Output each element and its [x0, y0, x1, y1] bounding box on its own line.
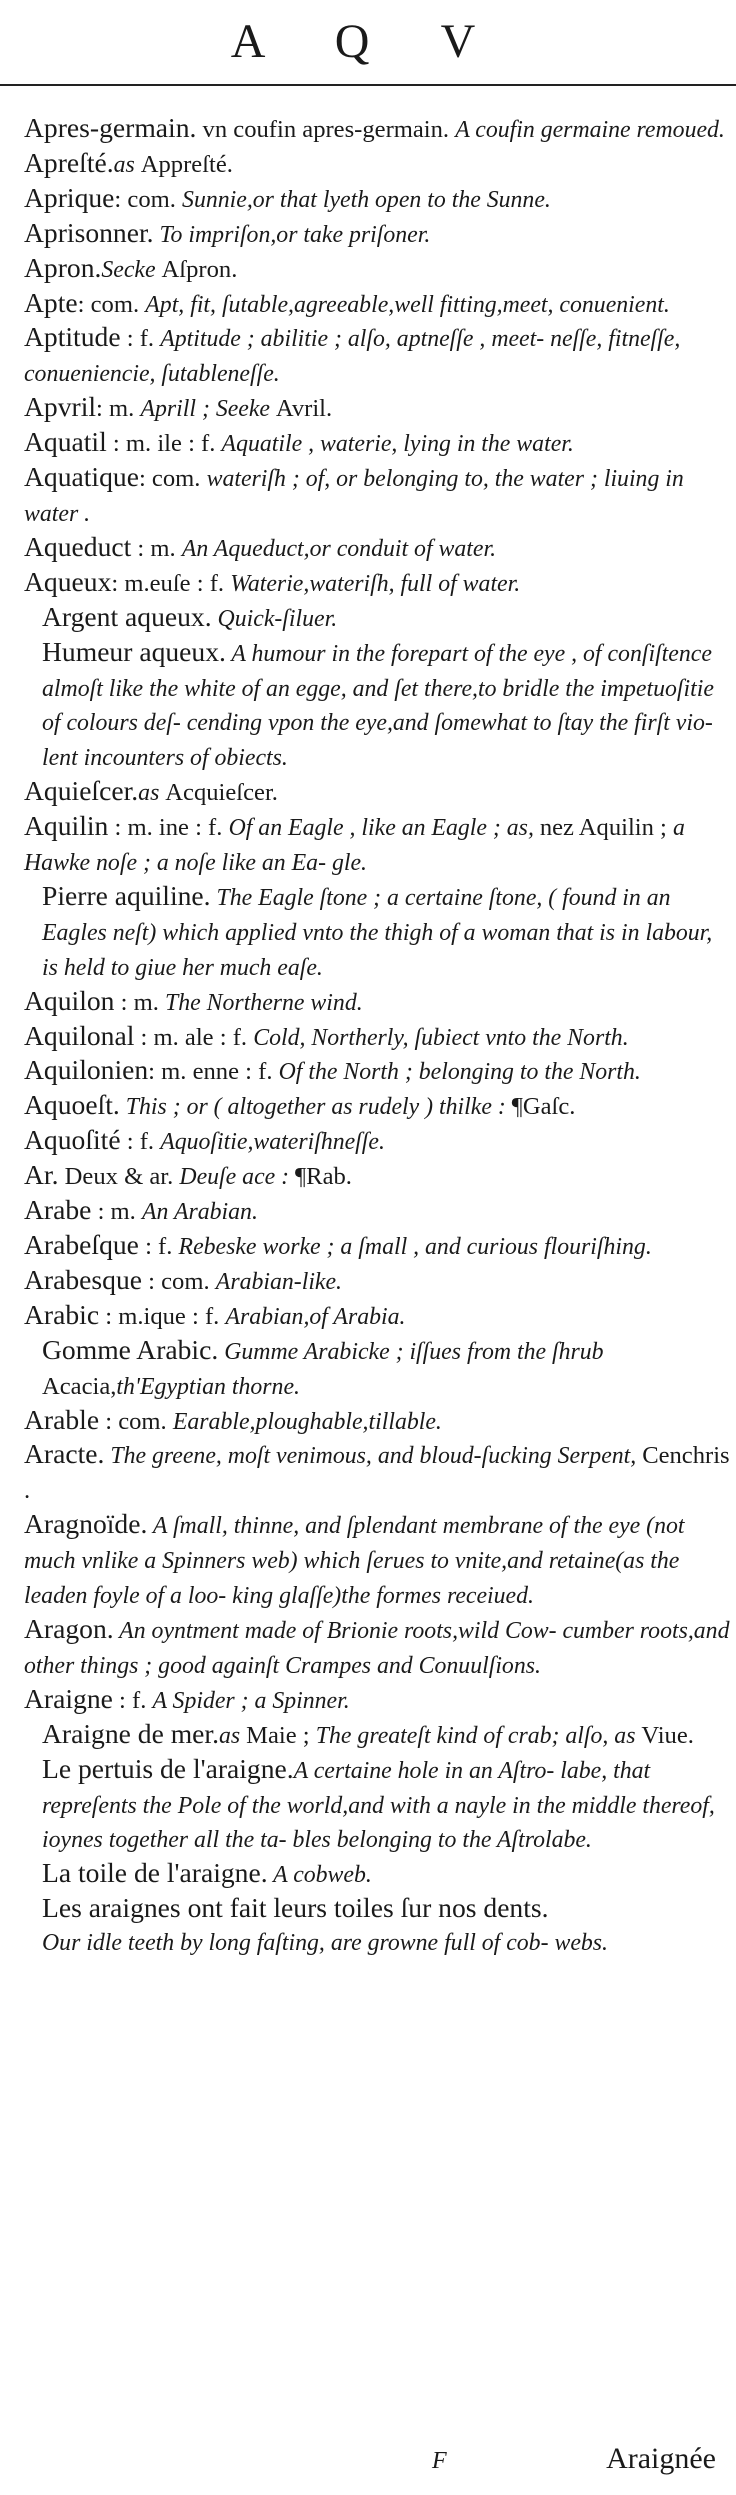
- definition-text: wateriſh ; of, or belonging to, the water ; liuing in water .: [24, 466, 684, 527]
- dictionary-entry: [24, 426, 730, 461]
- dictionary-entry: [24, 182, 730, 217]
- definition-text: A humour in the forepart of the eye , of conſiſtence almoſt like the white of an egge, and ſet there,to bridle the impetuoſitie of colours deſ- cending vpon the eye,and ſomewhat to ſtay the firſt vio- lent incounters of obiects.: [42, 640, 714, 772]
- definition-text: Apt, fit, ſutable,agreeable,well fitting,meet, conuenient.: [145, 291, 670, 318]
- definition-text: Aquoſitie,wateriſhneſſe.: [160, 1129, 385, 1156]
- sub-entry: [24, 636, 730, 776]
- headword: Aquilonal: [24, 1019, 135, 1051]
- dictionary-entry: [24, 566, 730, 601]
- definition-text: a Hawke noſe ; a noſe like an Ea- gle.: [24, 815, 685, 877]
- headword: Aquilonien: [24, 1054, 149, 1086]
- definition-text: The greene, moſt venimous, and bloud-ſucking Serpent,: [104, 1443, 643, 1470]
- definition-text: An Arabian.: [141, 1199, 258, 1226]
- dictionary-entry: [24, 1229, 730, 1264]
- dictionary-entry: [24, 1683, 730, 1718]
- signature-mark: F: [432, 2448, 447, 2474]
- sub-entry: [24, 1718, 730, 1753]
- definition-text: Waterie,wateriſh, full of water.: [230, 570, 521, 597]
- grammar-text: ¶Gaſc.: [511, 1093, 576, 1121]
- sub-entry: [24, 880, 730, 985]
- headword: Aqueux: [24, 565, 112, 597]
- grammar-text: : m.: [114, 988, 166, 1016]
- headword: Les araignes ont fait leurs toiles ſur nos dents.: [42, 1892, 549, 1924]
- grammar-text: : m. ale : f.: [134, 1023, 254, 1051]
- headword: Araigne: [24, 1682, 113, 1714]
- dictionary-entry: [24, 1264, 730, 1299]
- sub-entry: [24, 1753, 730, 1858]
- grammar-text: : f.: [120, 1128, 161, 1156]
- dictionary-entry: [24, 1438, 730, 1508]
- dictionary-entry: [24, 1124, 730, 1159]
- grammar-text: : com.: [77, 290, 146, 318]
- headword: Aquatil: [24, 426, 107, 458]
- headword: Aquoeſt.: [24, 1089, 120, 1121]
- dictionary-entry: [24, 810, 730, 880]
- headword: Aprique: [24, 181, 115, 213]
- grammar-text: : com.: [142, 1267, 216, 1295]
- definition-text: Sunnie,or that lyeth open to the Sunne.: [182, 186, 551, 213]
- dictionary-entry: [24, 391, 730, 426]
- sub-entry: [24, 601, 730, 636]
- headword: Aquoſité: [24, 1124, 121, 1156]
- grammar-text: nez Aquilin ;: [539, 814, 674, 842]
- dictionary-entry: [24, 1159, 730, 1194]
- grammar-text: Avril.: [275, 395, 333, 423]
- grammar-text: Deux & ar.: [58, 1163, 180, 1191]
- grammar-text: : m.: [91, 1198, 142, 1226]
- headword: Apron.: [24, 251, 102, 283]
- headword: Le pertuis de l'araigne.: [42, 1752, 294, 1784]
- grammar-text: Aſpron.: [161, 255, 238, 283]
- headword: Aracte.: [24, 1438, 105, 1470]
- grammar-text: Maie ;: [246, 1721, 316, 1749]
- grammar-text: : m.ique : f.: [99, 1302, 226, 1330]
- grammar-text: : m. ine : f.: [108, 814, 229, 842]
- dictionary-entry: [24, 1089, 730, 1124]
- definition-text: A ſmall, thinne, and ſplendant membrane of the eye (not much vnlike a Spinners web) which ſerues to vnite,and retaine(as the leaden foyle of a loo- king glaſſe)the formes receiued.: [24, 1513, 685, 1610]
- definition-text: as: [219, 1722, 247, 1749]
- dictionary-entry: [24, 147, 730, 182]
- definition-text: Secke: [101, 256, 162, 283]
- grammar-text: Acacia,: [42, 1372, 117, 1400]
- sub-entry: [24, 1857, 730, 1892]
- grammar-text: Viue.: [641, 1721, 694, 1749]
- entries-list: [24, 112, 730, 1960]
- dictionary-entry: [24, 1508, 730, 1613]
- definition-text: th'Egyptian thorne.: [116, 1373, 300, 1400]
- grammar-text: : com.: [99, 1407, 173, 1435]
- headword: Aquatique: [24, 461, 139, 493]
- grammar-text: : f.: [112, 1686, 153, 1714]
- definition-text: This ; or ( altogether as rudely ) thilke :: [119, 1094, 512, 1121]
- dictionary-entry: [24, 531, 730, 566]
- definition-text: Aptitude ; abilitie ; alſo, aptneſſe , meet- neſſe, fitneſſe, conueniencie, ſutableneſſe.: [24, 326, 681, 388]
- definition-text: Aprill ; Seeke: [140, 396, 276, 423]
- grammar-text: : f.: [120, 325, 161, 353]
- dictionary-entry: [24, 217, 730, 252]
- grammar-text: : m.: [96, 395, 141, 423]
- dictionary-entry: [24, 775, 730, 810]
- definition-text: An Aqueduct,or conduit of water.: [181, 535, 497, 562]
- dictionary-entry: [24, 252, 730, 287]
- grammar-text: : com.: [114, 185, 183, 213]
- headword: Apreſté.: [24, 146, 114, 178]
- dictionary-entry: [24, 1404, 730, 1439]
- grammar-text: Appreſté.: [140, 150, 233, 178]
- dictionary-entry: [24, 985, 730, 1020]
- definition-text: The Northerne wind.: [165, 989, 363, 1016]
- dictionary-entry: [24, 321, 730, 391]
- headword: Arabeſque: [24, 1229, 139, 1260]
- headword: Arabic: [24, 1298, 100, 1330]
- definition-text: as: [113, 151, 141, 178]
- headword: Argent aqueux.: [42, 600, 212, 632]
- headword: Aquieſcer.: [24, 775, 139, 807]
- definition-text: Deuſe ace :: [179, 1164, 296, 1191]
- definition-text: The greateſt kind of crab; alſo, as: [315, 1722, 642, 1749]
- definition-text: Rebeske worke ; a ſmall , and curious flouriſhing.: [178, 1234, 652, 1260]
- grammar-text: : m. ile : f.: [106, 430, 222, 458]
- grammar-text: : m. enne : f.: [148, 1058, 279, 1086]
- dictionary-entry: [24, 1020, 730, 1055]
- headword: Aquilin: [24, 810, 109, 842]
- definition-text: A coufin germaine remoued.: [455, 117, 725, 143]
- headword: Aquilon: [24, 984, 115, 1016]
- page-footer: [0, 2442, 736, 2484]
- definition-text: A Spider ; a Spinner.: [152, 1687, 350, 1714]
- grammar-text: vn coufin apres-germain.: [196, 116, 456, 143]
- definition-text: Quick-ſiluer.: [211, 605, 338, 632]
- header-rule: [0, 84, 736, 86]
- definition-text: Earable,ploughable,tillable.: [172, 1408, 442, 1435]
- definition-text: Our idle teeth by long faſting, are growne full of cob- webs.: [42, 1930, 608, 1957]
- sub-entry: [24, 1925, 730, 1960]
- headword: Aragon.: [24, 1612, 114, 1644]
- dictionary-entry: [24, 1299, 730, 1334]
- definition-text: The Eagle ſtone ; a certaine ſtone, ( found in an Eagles neſt) which applied vnto the thigh of a woman that is in labour, is held to giue her much eaſe.: [42, 884, 713, 981]
- headword: Arabe: [24, 1194, 92, 1226]
- grammar-text: Cenchris .: [24, 1442, 730, 1505]
- headword: Apres-germain.: [24, 112, 197, 143]
- definition-text: Gumme Arabicke ; iſſues from the ſhrub: [218, 1338, 604, 1365]
- definition-text: A cobweb.: [267, 1862, 372, 1889]
- grammar-text: : f.: [138, 1233, 179, 1260]
- grammar-text: Acquieſcer.: [165, 779, 278, 807]
- headword: Apte: [24, 286, 78, 318]
- headword: Humeur aqueux.: [42, 635, 226, 667]
- dictionary-entry: [24, 461, 730, 531]
- running-head: A Q V: [230, 15, 506, 68]
- grammar-text: : m.euſe : f.: [111, 569, 231, 597]
- headword: Aprisonner.: [24, 216, 154, 248]
- headword: Arabesque: [24, 1263, 142, 1295]
- sub-entry: [24, 1892, 730, 1925]
- headword: Araigne de mer.: [42, 1717, 219, 1749]
- dictionary-entry: [24, 1054, 730, 1089]
- catchword: Araignée: [606, 2442, 716, 2475]
- headword: Ar.: [24, 1159, 59, 1191]
- definition-text: Cold, Northerly, ſubiect vnto the North.: [253, 1024, 629, 1051]
- definition-text: Aquatile , waterie, lying in the water.: [221, 431, 574, 458]
- headword: Arable: [24, 1403, 100, 1435]
- dictionary-entry: [24, 112, 730, 147]
- definition-text: A certaine hole in an Aſtro- labe, that repreſents the Pole of the world,and with a nayle in the middle thereof, ioynes together all the ta- bles belonging to the Aſtrolabe.: [42, 1757, 715, 1854]
- dictionary-entry: [24, 1194, 730, 1229]
- sub-entry: [24, 1334, 730, 1404]
- grammar-text: ¶Rab.: [295, 1163, 352, 1191]
- headword: Gomme Arabic.: [42, 1333, 219, 1365]
- definition-text: Of the North ; belonging to the North.: [278, 1059, 641, 1086]
- grammar-text: : m.: [131, 534, 182, 562]
- headword: Pierre aquiline.: [42, 879, 211, 911]
- dictionary-entry: [24, 287, 730, 322]
- definition-text: Of an Eagle , like an Eagle ; as,: [228, 815, 540, 842]
- headword: Aqueduct: [24, 530, 132, 562]
- grammar-text: : com.: [138, 465, 207, 493]
- headword: La toile de l'araigne.: [42, 1857, 268, 1889]
- definition-text: An oyntment made of Brionie roots,wild Cow- cumber roots,and other things ; good againſt Crampes and Conuulſions.: [24, 1617, 730, 1679]
- dictionary-entry: [24, 1613, 730, 1683]
- headword: Aptitude: [24, 321, 121, 353]
- definition-text: as: [138, 780, 166, 807]
- definition-text: Arabian-like.: [215, 1268, 343, 1295]
- headword: Apvril: [24, 391, 97, 423]
- definition-text: To impriſon,or take priſoner.: [153, 221, 431, 248]
- definition-text: Arabian,of Arabia.: [225, 1303, 406, 1330]
- headword: Aragnoïde.: [24, 1508, 148, 1540]
